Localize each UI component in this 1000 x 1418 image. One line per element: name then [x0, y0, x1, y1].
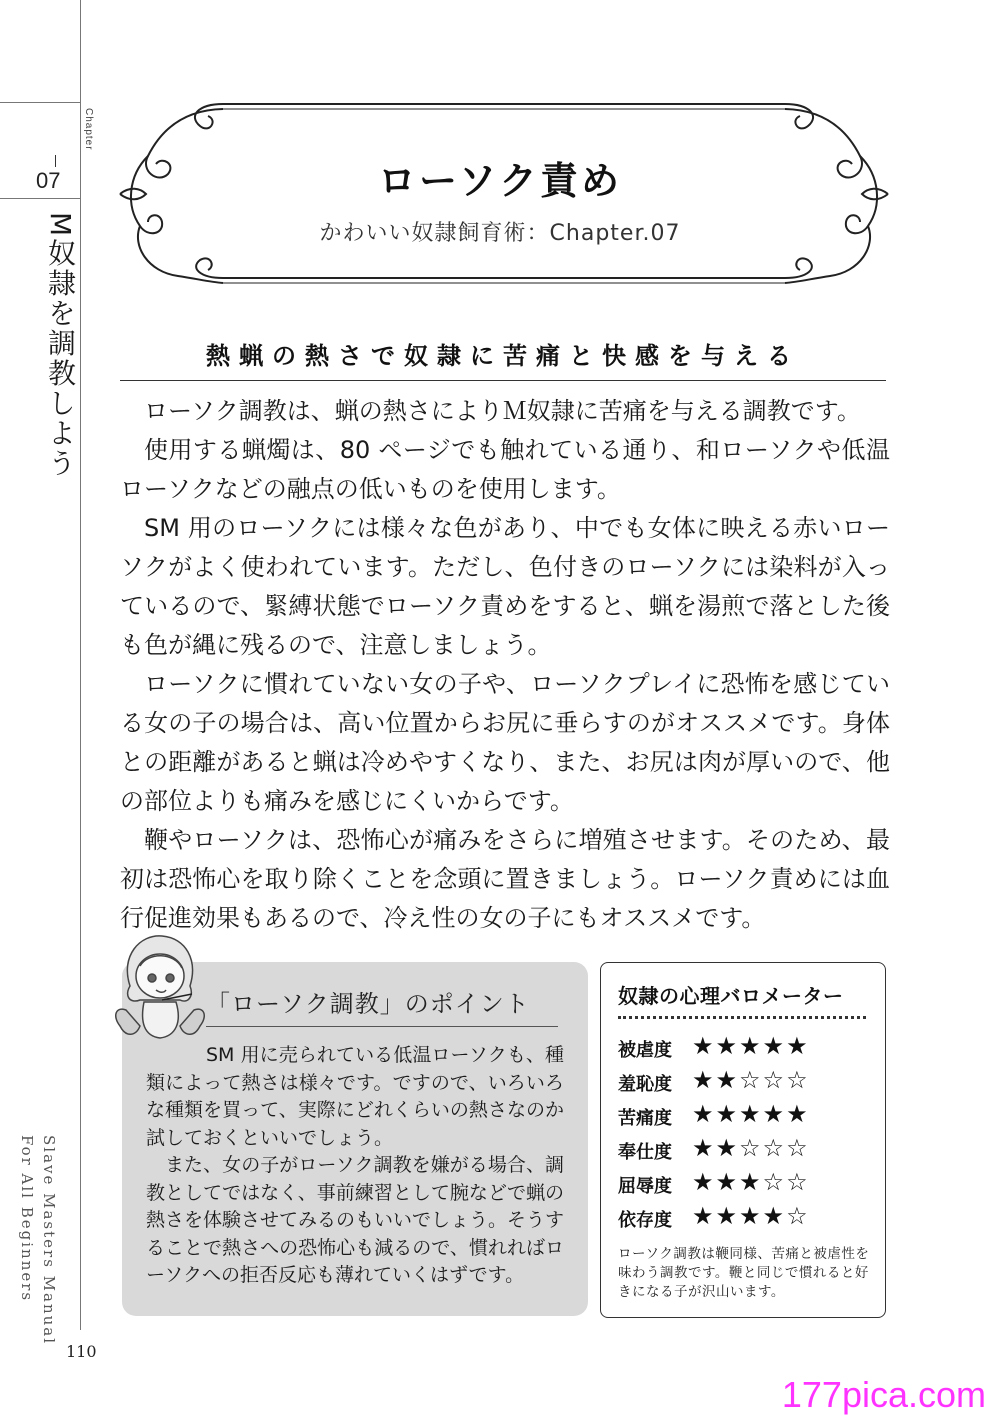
- barometer-row: [618, 1066, 878, 1100]
- barometer-label: 被虐度: [618, 1040, 672, 1061]
- page-subtitle: かわいい奴隷飼育術：Chapter.07: [319, 221, 681, 246]
- barometer-label: 屈辱度: [618, 1176, 672, 1197]
- barometer-row: [618, 1168, 878, 1202]
- barometer-label: 奉仕度: [618, 1142, 672, 1163]
- point-title: 「ローソク調教」のポイント: [206, 990, 530, 1018]
- body-paragraph: SM 用のローソクには様々な色があり、中でも女体に映える赤いローソクがよく使われています。ただし、色付きのローソクには染料が入っているので、緊縛状態でローソク責めをすると、蝋を湯煎で落とした後も色が縄に残るので、注意しましょう。: [120, 514, 890, 659]
- character-illustration: [100, 926, 220, 1056]
- star-rating: ★★★☆☆: [692, 1168, 810, 1196]
- chapter-word: Chapter: [83, 108, 94, 151]
- barometer-row: [618, 1202, 878, 1236]
- book-credit: [16, 1135, 60, 1345]
- body-paragraph: ローソクに慣れていない女の子や、ローソクプレイに恐怖を感じている女の子の場合は、高い位置からお尻に垂らすのがオススメです。身体との距離があると蝋は冷めやすくなり、また、お尻は肉が厚いので、他の部位よりも痛みを感じにくいからです。: [120, 670, 890, 815]
- book-credit-line2: For All Beginners: [18, 1135, 36, 1303]
- barometer-dotted-rule: [618, 1016, 866, 1019]
- point-paragraph: また、女の子がローソク調教を嫌がる場合、調教としてではなく、事前練習として腕などで蝋の熱さを体験させてみるのもいいでしょう。そうすることで熱さへの恐怖心も減るので、慣れればローソクへの拒否反応も薄れていくはずです。: [146, 1154, 565, 1286]
- chapter-top-line: [0, 102, 80, 103]
- body-paragraph: 鞭やローソクは、恐怖心が痛みをさらに増殖させます。そのため、最初は恐怖心を取り除くことを念頭に置きましょう。ローソク責めには血行促進効果もあるので、冷え性の女の子にもオススメです。: [120, 826, 890, 932]
- page-title: ローソク責め: [377, 159, 623, 203]
- barometer-label: 依存度: [618, 1210, 672, 1231]
- body-paragraph: ローソク調教は、蝋の熱さによりＭ奴隷に苦痛を与える調教です。: [144, 397, 861, 425]
- point-paragraph: SM 用に売られている低温ローソクも、種類によって熱さは様々です。ですので、いろいろな種類を買って、実際にどれくらいの熱さなのか試しておくといいでしょう。: [146, 1044, 564, 1149]
- section-rule: [120, 380, 886, 381]
- section-heading: 熱蝋の熱さで奴隷に苦痛と快感を与える: [206, 342, 800, 370]
- body-text: [120, 392, 890, 938]
- star-rating: ★★★★★: [692, 1032, 810, 1060]
- barometer-row: [618, 1100, 878, 1134]
- star-rating: ★★☆☆☆: [692, 1066, 810, 1094]
- barometer-note: ローソク調教は鞭同様、苦痛と被虐性を味わう調教です。鞭と同じで慣れると好きになる子が沢山います。: [618, 1246, 870, 1300]
- body-paragraph: 使用する蝋燭は、80 ページでも触れている通り、和ローソクや低温ローソクなどの融点の低いものを使用します。: [120, 436, 890, 503]
- watermark: 177pica.com: [781, 1374, 986, 1415]
- barometer-label: 羞恥度: [618, 1074, 672, 1095]
- chapter-number: 07: [36, 168, 61, 193]
- page-number: 110: [66, 1342, 97, 1361]
- star-rating: ★★★★★: [692, 1100, 810, 1128]
- barometer-title: 奴隷の心理バロメーター: [618, 984, 844, 1008]
- barometer-row: [618, 1134, 878, 1168]
- star-rating: ★★☆☆☆: [692, 1134, 810, 1162]
- chapter-vertical-title: M奴隷を調教しよう: [44, 212, 77, 479]
- point-text: [146, 1042, 564, 1290]
- point-rule: [206, 1026, 558, 1027]
- star-rating: ★★★★☆: [692, 1202, 810, 1230]
- book-credit-line1: Slave Masters Manual: [40, 1135, 58, 1346]
- chapter-label: [30, 108, 94, 151]
- barometer-row: [618, 1032, 878, 1066]
- barometer-label: 苦痛度: [618, 1108, 672, 1129]
